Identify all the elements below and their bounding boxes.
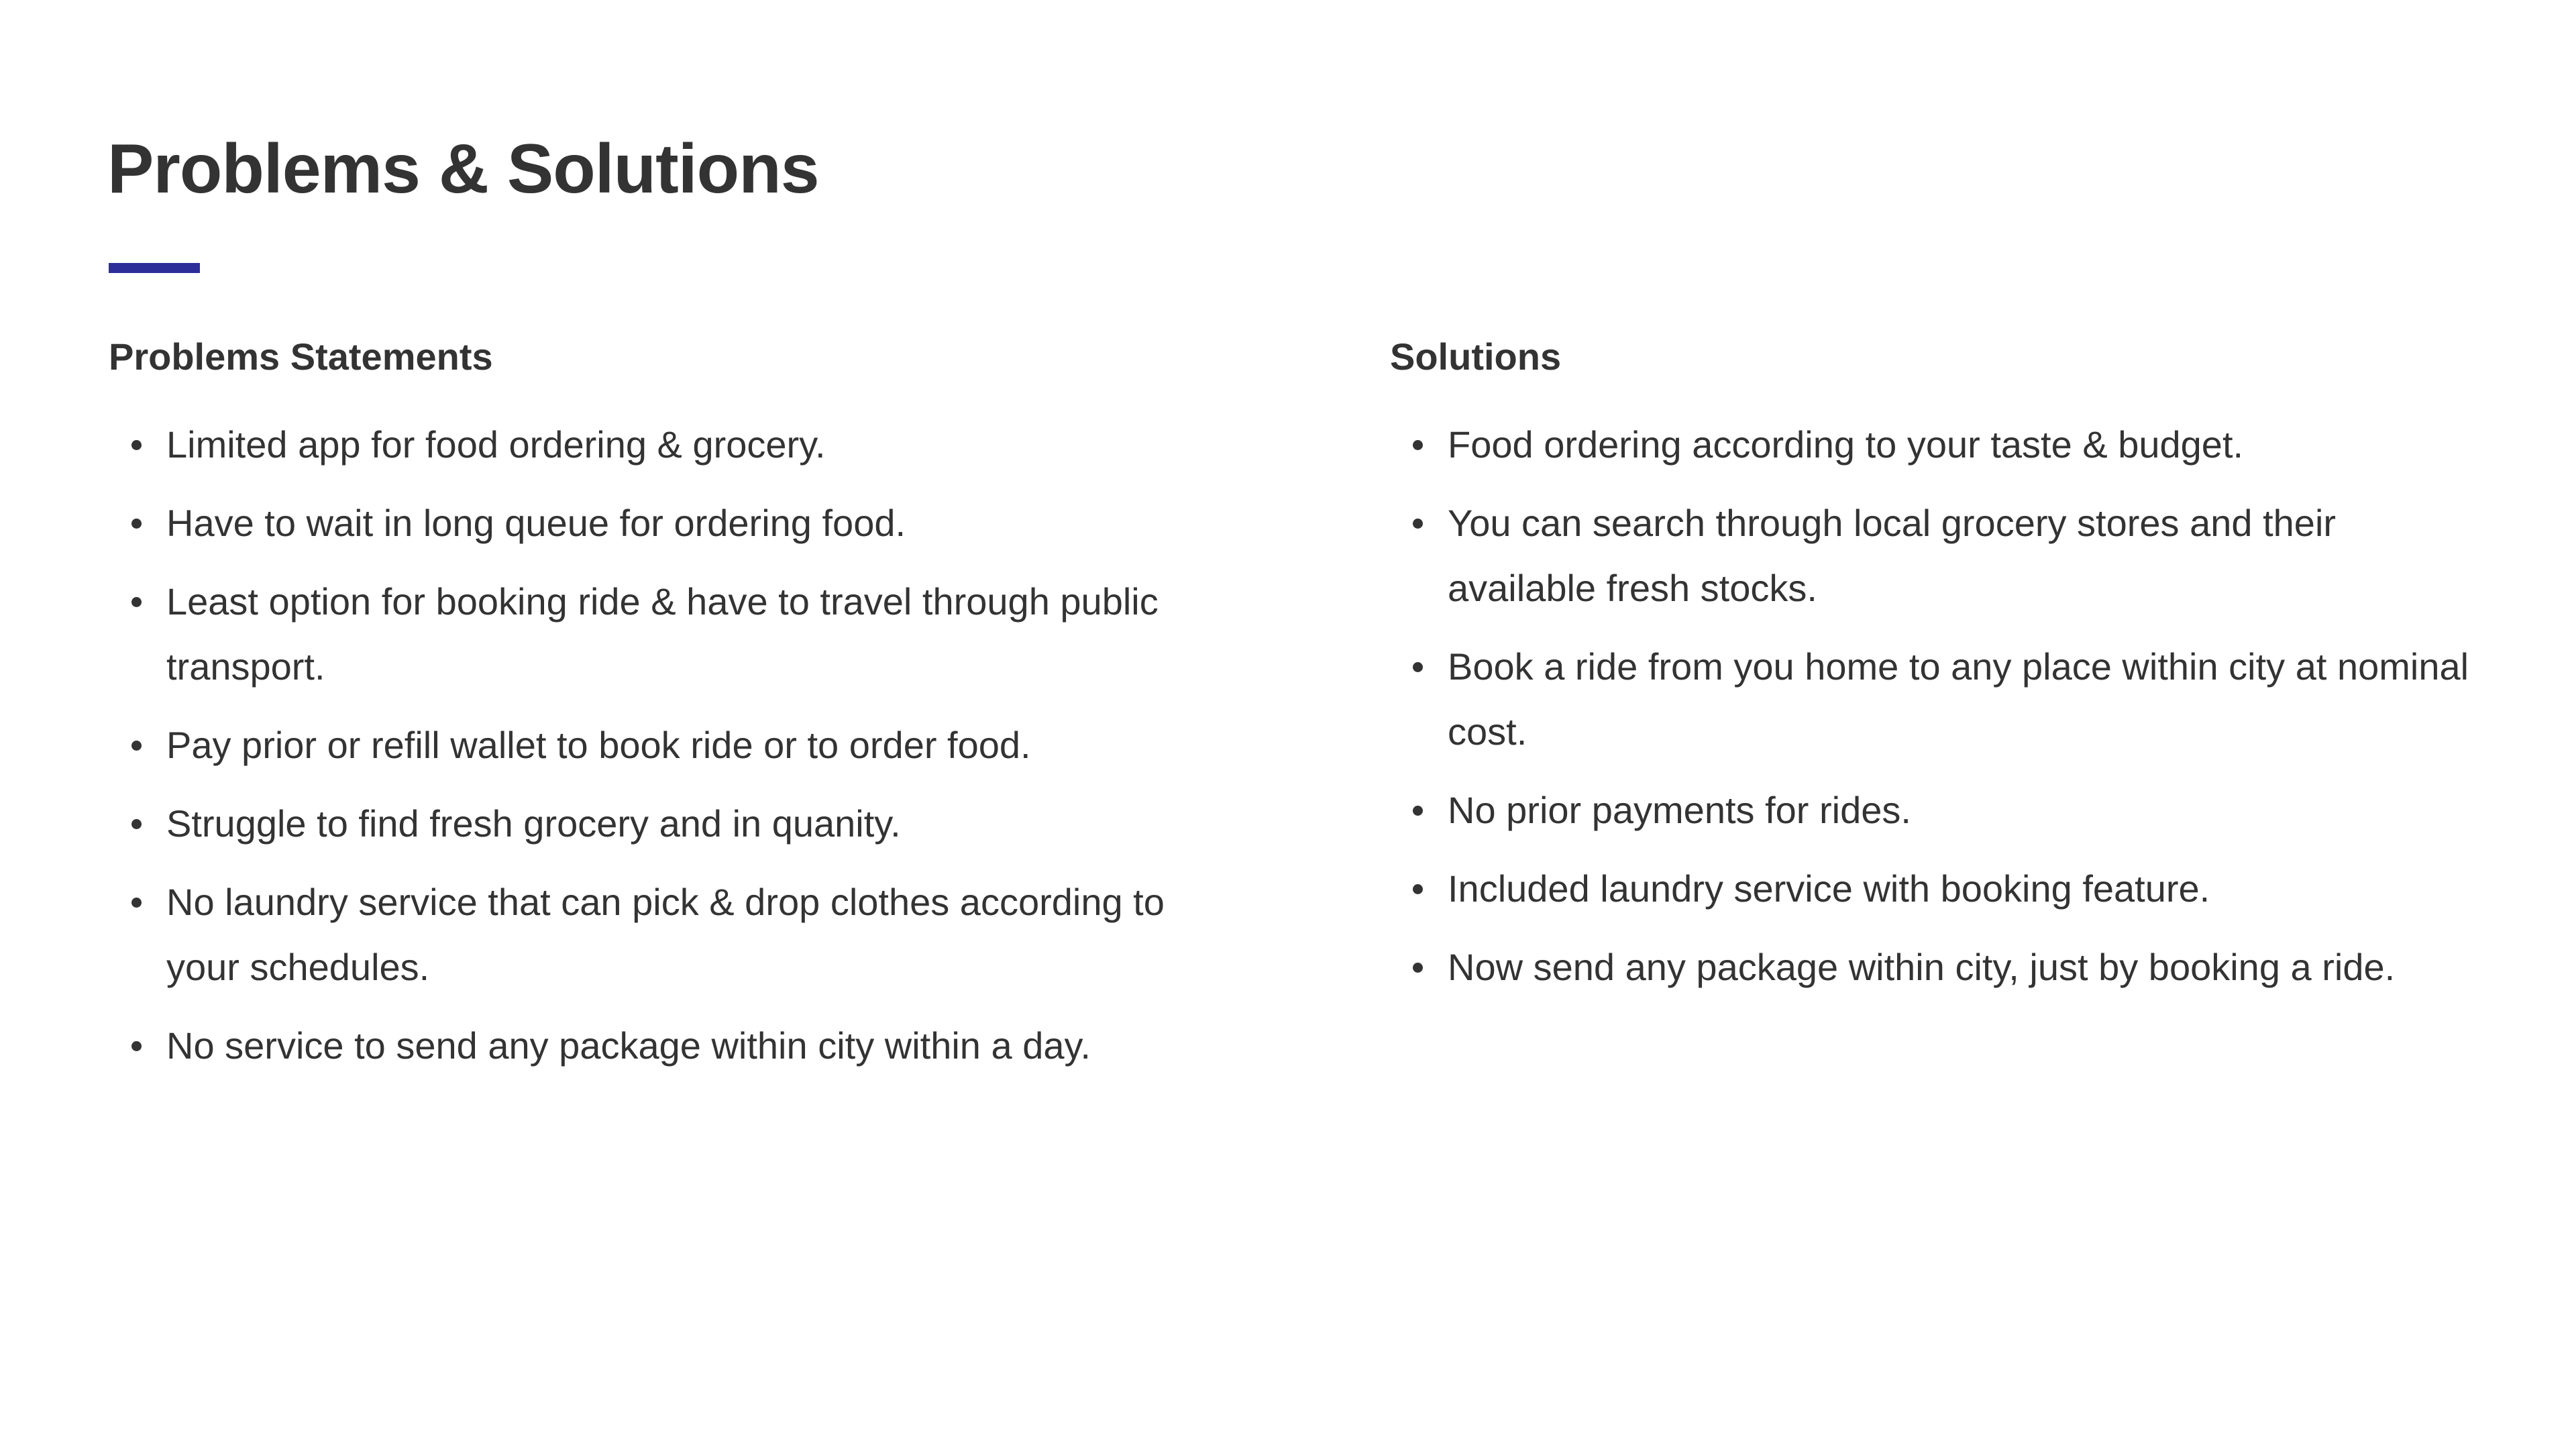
bullet-icon [131,440,142,450]
problem-item [109,1013,1209,1078]
bullet-icon [1413,519,1423,529]
problem-item-text: No laundry service that can pick & drop clothes according to your schedules. [166,881,1165,988]
problem-item-text: Pay prior or refill wallet to book ride or to order food. [166,724,1031,766]
solutions-list [1390,412,2490,1000]
solution-item [1390,934,2490,1000]
bullet-icon [1413,440,1423,450]
problem-item [109,869,1209,1000]
problem-item [109,412,1209,477]
bullet-icon [131,519,142,529]
problem-item [109,490,1209,555]
solution-item [1390,856,2490,921]
solutions-column [1390,329,2490,1013]
problem-item-text: Struggle to find fresh grocery and in quanity. [166,802,901,845]
solutions-heading: Solutions [1390,335,1562,378]
page-title: Problems & Solutions [107,130,819,208]
solution-item [1390,490,2490,621]
solution-item-text: Book a ride from you home to any place within city at nominal cost. [1448,645,2469,753]
problems-heading: Problems Statements [109,335,493,378]
problem-item-text: No service to send any package within city within a day. [166,1024,1091,1067]
problem-item-text: Limited app for food ordering & grocery. [166,423,826,466]
bullet-icon [131,741,142,751]
bullet-icon [131,819,142,829]
problem-item-text: Have to wait in long queue for ordering food. [166,502,906,544]
solution-item-text: Food ordering according to your taste & budget. [1448,423,2244,466]
bullet-icon [1413,884,1423,894]
problem-item-text: Least option for booking ride & have to travel through public transport. [166,580,1159,688]
solution-item-text: No prior payments for rides. [1448,789,1911,831]
bullet-icon [1413,806,1423,816]
bullet-icon [1413,963,1423,973]
solution-item [1390,634,2490,764]
problem-item [109,791,1209,856]
bullet-icon [131,898,142,908]
bullet-icon [1413,662,1423,672]
title-accent-bar [109,263,200,273]
solution-item-text: Now send any package within city, just by booking a ride. [1448,946,2396,988]
solution-item [1390,777,2490,843]
solution-item-text: You can search through local grocery stores and their available fresh stocks. [1448,502,2337,609]
problem-item [109,712,1209,777]
solution-item-text: Included laundry service with booking feature. [1448,867,2210,910]
bullet-icon [131,1041,142,1051]
bullet-icon [131,597,142,607]
problem-item [109,569,1209,699]
problems-list [109,412,1209,1078]
solution-item [1390,412,2490,477]
problems-column [109,329,1209,1091]
